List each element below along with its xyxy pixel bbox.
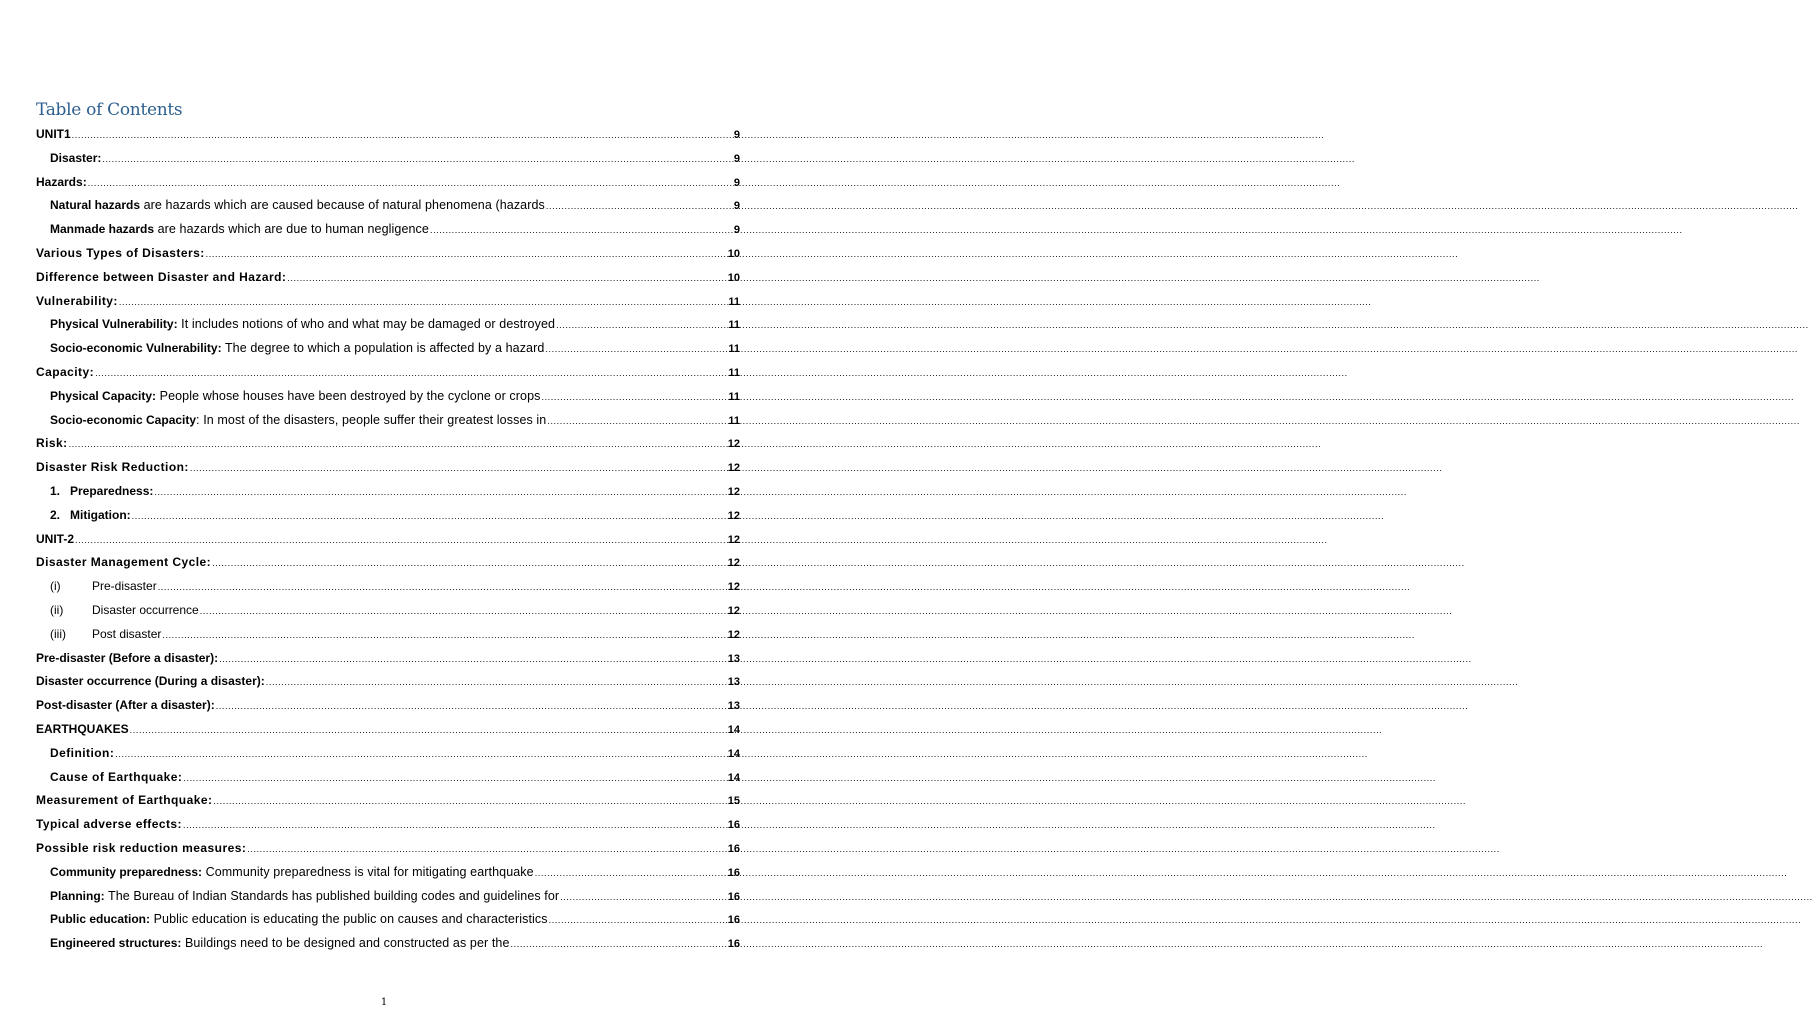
toc-entry[interactable] — [36, 579, 740, 603]
toc-entry[interactable] — [36, 793, 740, 817]
toc-entry-text — [36, 175, 87, 189]
toc-entry-text — [50, 198, 545, 212]
toc-entry-heading: Possible risk reduction measures: — [36, 840, 247, 855]
toc-entry-text — [36, 460, 189, 474]
toc-entry[interactable] — [36, 222, 740, 246]
dot-leader — [541, 390, 726, 404]
toc-entry[interactable] — [36, 698, 740, 722]
toc-entry-text — [50, 317, 555, 331]
toc-entry[interactable] — [36, 151, 740, 175]
toc-entry-text — [36, 793, 212, 807]
toc-entry-heading: Capacity: — [36, 364, 95, 379]
dot-leader — [535, 866, 726, 880]
dot-leader — [115, 747, 725, 761]
toc-entry[interactable] — [36, 198, 740, 222]
toc-entry-description: : In most of the disasters, people suffer their greatest losses in — [196, 412, 547, 427]
toc-entry-heading: Disaster Risk Reduction: — [36, 460, 189, 475]
toc-list — [36, 127, 740, 960]
toc-entry-heading: Post-disaster (After a disaster): — [36, 698, 215, 713]
toc-entry[interactable] — [36, 627, 740, 651]
toc-entry-number: (iii) — [50, 626, 66, 641]
toc-entry-heading: Community preparedness: — [50, 864, 203, 879]
toc-entry-text — [36, 555, 211, 569]
toc-entry-heading: Planning: — [50, 888, 105, 903]
toc-entry[interactable] — [36, 436, 740, 460]
page-number: 1 — [380, 997, 388, 1008]
toc-entry[interactable] — [36, 270, 740, 294]
toc-entry[interactable] — [36, 912, 740, 936]
toc-entry-page: 11 — [728, 319, 740, 332]
dot-leader — [130, 723, 726, 737]
toc-entry-heading: Engineered structures: — [50, 936, 182, 951]
toc-entry-description: It includes notions of who and what may be damaged or destroyed — [177, 317, 556, 332]
toc-entry-heading: Definition: — [50, 745, 115, 760]
toc-entry-page: 9 — [733, 224, 740, 237]
toc-entry[interactable] — [36, 413, 740, 437]
dot-leader — [154, 485, 725, 499]
toc-entry-page: 11 — [728, 343, 740, 356]
dot-leader — [119, 295, 726, 309]
toc-entry[interactable] — [36, 865, 740, 889]
toc-entry-description: The degree to which a population is affected by a hazard — [221, 341, 545, 356]
toc-entry-text — [50, 912, 548, 926]
toc-entry-heading: UNIT-2 — [36, 531, 75, 546]
toc-entry-heading: EARTHQUAKES — [36, 721, 129, 736]
toc-entry-page: 16 — [727, 890, 740, 903]
toc-entry-page: 12 — [727, 557, 740, 570]
toc-entry-text — [50, 413, 546, 427]
toc-entry-description: Public education is educating the public on causes and characteristics — [150, 912, 548, 927]
toc-entry-text — [50, 579, 157, 593]
toc-entry[interactable] — [36, 674, 740, 698]
dot-leader — [213, 794, 725, 808]
toc-entry-description: People whose houses have been destroyed by the cyclone or crops — [156, 388, 541, 403]
toc-entry-text — [36, 817, 182, 831]
dot-leader — [162, 628, 725, 642]
dot-leader — [190, 461, 726, 475]
toc-entry-text — [36, 436, 68, 450]
dot-leader — [158, 580, 726, 594]
toc-entry[interactable] — [36, 246, 740, 270]
toc-entry-text — [50, 865, 534, 879]
toc-entry[interactable] — [36, 508, 740, 532]
toc-entry-heading: Pre-disaster — [92, 579, 157, 594]
toc-entry-heading: Various Types of Disasters: — [36, 245, 205, 260]
dot-leader — [69, 437, 726, 451]
toc-entry[interactable] — [36, 127, 740, 151]
dot-leader — [72, 128, 732, 142]
toc-entry-page: 12 — [727, 628, 740, 641]
toc-entry[interactable] — [36, 317, 740, 341]
toc-entry-page: 11 — [728, 295, 740, 308]
toc-entry-page: 13 — [727, 676, 740, 689]
toc-entry-page: 12 — [727, 509, 740, 522]
toc-entry[interactable] — [36, 746, 740, 770]
toc-entry-page: 13 — [727, 652, 740, 665]
toc-entry[interactable] — [36, 365, 740, 389]
dot-leader — [132, 509, 726, 523]
toc-entry[interactable] — [36, 817, 740, 841]
toc-entry-heading: Disaster: — [50, 150, 102, 165]
toc-entry-heading: Socio-economic Capacity — [50, 412, 197, 427]
toc-entry-page: 12 — [727, 485, 740, 498]
toc-entry-page: 14 — [727, 771, 740, 784]
toc-entry-number: 1. — [50, 483, 61, 498]
toc-entry-number: (ii) — [50, 602, 64, 617]
dot-leader — [216, 699, 726, 713]
toc-entry-text — [36, 674, 265, 688]
toc-entry-heading: Physical Vulnerability: — [50, 317, 178, 332]
toc-entry-description: Buildings need to be designed and constructed as per the — [181, 936, 510, 951]
toc-entry-heading: Physical Capacity: — [50, 388, 157, 403]
toc-entry[interactable] — [36, 341, 740, 365]
toc-entry-heading: Manmade hazards — [50, 222, 155, 237]
toc-entry-page: 12 — [727, 462, 740, 475]
toc-entry-heading: Disaster Management Cycle: — [36, 555, 212, 570]
toc-entry-page: 9 — [733, 152, 740, 165]
toc-entry-heading: Mitigation: — [70, 507, 131, 522]
toc-entry[interactable] — [36, 603, 740, 627]
toc-entry-page: 16 — [727, 819, 740, 832]
toc-entry-text — [50, 889, 559, 903]
toc-entry[interactable] — [36, 889, 740, 913]
toc-entry-text — [50, 484, 153, 498]
toc-entry[interactable] — [36, 936, 740, 960]
dot-leader — [547, 414, 726, 428]
dot-leader — [560, 890, 726, 904]
toc-entry-heading: Cause of Earthquake: — [50, 769, 183, 784]
dot-leader — [430, 223, 732, 237]
toc-entry-text — [50, 151, 101, 165]
toc-entry-text — [36, 722, 129, 736]
dot-leader — [212, 556, 726, 570]
toc-entry-page: 12 — [727, 438, 740, 451]
toc-entry-page: 16 — [727, 938, 740, 951]
toc-entry-page: 11 — [728, 366, 740, 379]
toc-entry[interactable] — [36, 555, 740, 579]
dot-leader — [200, 604, 726, 618]
toc-entry-number: 2. — [50, 507, 61, 522]
toc-entry-description: are hazards which are due to human negligence — [154, 222, 429, 237]
toc-entry[interactable] — [36, 651, 740, 675]
toc-entry-page: 12 — [727, 533, 740, 546]
toc-entry-page: 13 — [727, 700, 740, 713]
toc-entry-number: (i) — [50, 579, 61, 594]
toc-entry-page: 15 — [727, 795, 740, 808]
toc-entry-text — [36, 365, 94, 379]
dot-leader — [75, 533, 726, 547]
toc-entry-text — [50, 746, 114, 760]
toc-entry-heading: Post disaster — [92, 626, 162, 641]
toc-entry-heading: Typical adverse effects: — [36, 817, 182, 832]
dot-leader — [102, 152, 732, 166]
toc-entry-page: 10 — [727, 271, 740, 284]
dot-leader — [183, 818, 726, 832]
toc-entry-text — [50, 603, 199, 617]
toc-entry[interactable] — [36, 389, 740, 413]
toc-entry-page: 9 — [733, 200, 740, 213]
toc-entry-heading: Pre-disaster (Before a disaster): — [36, 650, 219, 665]
dot-leader — [266, 675, 726, 689]
dot-leader — [183, 771, 725, 785]
toc-entry-description: Community preparedness is vital for mitigating earthquake — [202, 864, 534, 879]
toc-entry[interactable] — [36, 532, 740, 556]
toc-entry-text — [50, 627, 161, 641]
toc-entry-text — [36, 246, 205, 260]
dot-leader — [95, 366, 726, 380]
toc-entry-heading: Socio-economic Vulnerability: — [50, 341, 222, 356]
toc-entry-text — [36, 532, 74, 546]
toc-entry-text — [50, 341, 544, 355]
toc-entry-page: 16 — [727, 914, 740, 927]
toc-entry-page: 10 — [727, 247, 740, 260]
toc-entry-text — [50, 936, 510, 950]
toc-entry-page: 12 — [727, 604, 740, 617]
toc-entry-page: 12 — [727, 581, 740, 594]
toc-entry-text — [36, 294, 118, 308]
toc-entry[interactable] — [36, 175, 740, 199]
dot-leader — [556, 318, 726, 332]
toc-entry-page: 11 — [728, 390, 740, 403]
toc-title: Table of Contents — [36, 100, 183, 120]
toc-entry[interactable] — [36, 722, 740, 746]
toc-entry-heading: Natural hazards — [50, 198, 141, 213]
toc-entry-heading: Risk: — [36, 436, 68, 451]
toc-entry-text — [36, 127, 71, 141]
toc-entry-text — [36, 841, 246, 855]
toc-entry-page: 16 — [727, 842, 740, 855]
toc-entry-heading: UNIT1 — [36, 127, 71, 141]
toc-entry[interactable] — [36, 294, 740, 318]
toc-entry-heading: Difference between Disaster and Hazard: — [36, 269, 287, 284]
dot-leader — [549, 913, 726, 927]
toc-entry-heading: Disaster occurrence — [92, 602, 199, 617]
dot-leader — [287, 271, 725, 285]
toc-entry-heading: Hazards: — [36, 174, 87, 189]
toc-entry-heading: Measurement of Earthquake: — [36, 793, 213, 808]
toc-entry-text — [50, 222, 429, 236]
document-page — [0, 0, 768, 1024]
toc-entry-heading: Disaster occurrence (During a disaster): — [36, 674, 265, 689]
dot-leader — [545, 342, 726, 356]
toc-entry-text — [36, 270, 286, 284]
toc-entry-page: 11 — [728, 414, 740, 427]
toc-entry[interactable] — [36, 460, 740, 484]
toc-entry-page: 14 — [727, 723, 740, 736]
dot-leader — [511, 937, 726, 951]
toc-entry-text — [36, 698, 215, 712]
dot-leader — [247, 842, 725, 856]
dot-leader — [546, 199, 732, 213]
toc-entry-page: 9 — [733, 176, 740, 189]
toc-entry-page: 14 — [727, 747, 740, 760]
dot-leader — [219, 652, 726, 666]
toc-entry-description: The Bureau of Indian Standards has published building codes and guidelines for — [104, 888, 560, 903]
toc-entry-heading: Vulnerability: — [36, 293, 118, 308]
toc-entry[interactable] — [36, 841, 740, 865]
toc-entry-page: 9 — [733, 129, 740, 141]
toc-entry-text — [50, 389, 540, 403]
toc-entry-text — [36, 651, 218, 665]
toc-entry-description: are hazards which are caused because of natural phenomena (hazards — [140, 198, 545, 213]
toc-entry[interactable] — [36, 484, 740, 508]
dot-leader — [206, 247, 726, 261]
toc-entry-heading: Public education: — [50, 912, 151, 927]
toc-entry-text — [50, 508, 131, 522]
dot-leader — [88, 176, 732, 190]
toc-entry-heading: Preparedness: — [70, 483, 154, 498]
toc-entry-page: 16 — [727, 866, 740, 879]
toc-entry-text — [50, 770, 182, 784]
toc-entry[interactable] — [36, 770, 740, 794]
